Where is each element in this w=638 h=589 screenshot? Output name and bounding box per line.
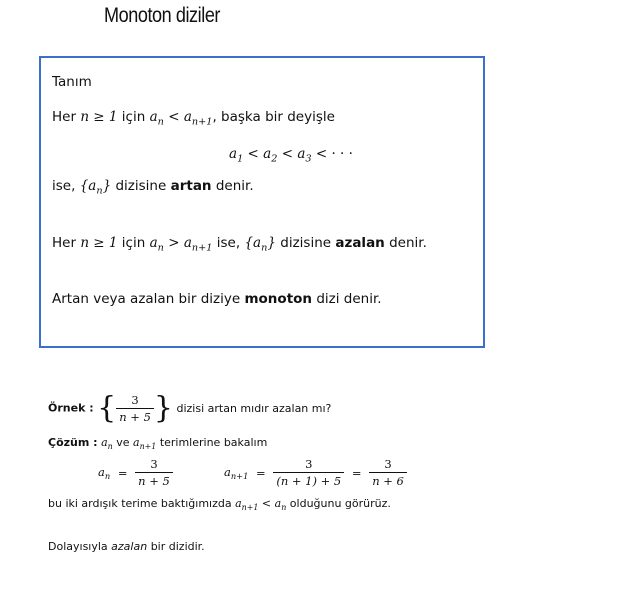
definition-line-monotone: Artan veya azalan bir diziye monoton dizi denir. [52, 291, 382, 307]
conclusion-line: Dolayısıyla azalan bir dizidir. [48, 540, 205, 553]
term-artan: artan [170, 178, 212, 194]
definition-heading: Tanım [52, 74, 92, 90]
term-monoton: monoton [244, 291, 313, 307]
definition-box [39, 56, 485, 348]
example-line: Örnek : { $\frac{3}{n + 5}$ } dizisi artan mıdır azalan mı? [48, 390, 332, 426]
observation-line: bu iki ardışık terime baktığımızda $a_{n+1} < a_n$ olduğunu görürüz. [48, 497, 391, 512]
page-title: Monoton diziler [104, 4, 221, 27]
conclusion-italic: azalan [111, 540, 148, 553]
example-label: Örnek : [48, 401, 94, 415]
example-fraction: $\frac{3}{n + 5}$ [116, 393, 154, 424]
definition-line-increasing: Her n ≥ 1 için $a_n < a_{n+1}$, başka bir deyişle [52, 109, 335, 128]
equation-an-plus-1: $a_{n+1}$ = $\frac{3}{(n + 1) + 5}$ = $\frac{3}{n + 6}$ [224, 457, 407, 488]
term-azalan: azalan [335, 235, 385, 251]
definition-line-decreasing: Her n ≥ 1 için $a_n > a_{n+1}$ ise, $\{a_n\}$ dizisine azalan denir. [52, 235, 427, 254]
equation-an: $a_n$ = $\frac{3}{n + 5}$ [98, 457, 173, 488]
definition-increasing-term: ise, $\{a_n\}$ dizisine artan denir. [52, 178, 254, 197]
increasing-chain: $a_1 < a_2 < a_3$ < · · · [229, 146, 353, 165]
solution-line: Çözüm : $a_n$ ve $a_{n+1}$ terimlerine bakalım [48, 436, 268, 451]
solution-label: Çözüm : [48, 436, 98, 449]
